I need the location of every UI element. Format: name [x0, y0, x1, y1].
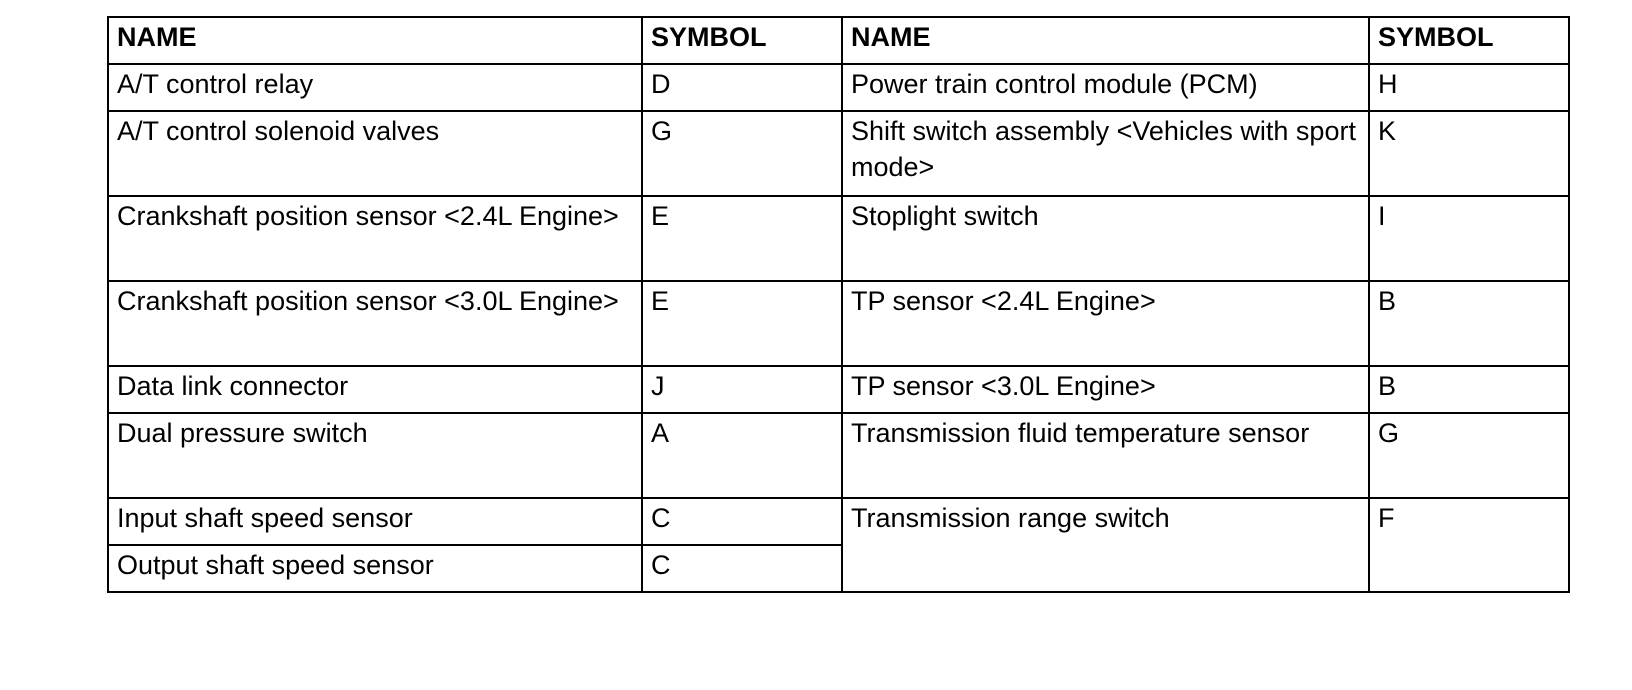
component-symbol-cell: C: [642, 545, 842, 592]
table-row: [108, 366, 1569, 413]
component-name-cell: TP sensor <2.4L Engine>: [842, 281, 1369, 366]
component-symbol-cell: B: [1369, 366, 1569, 413]
component-name-cell: A/T control solenoid valves: [108, 111, 642, 196]
table-header-row: [108, 17, 1569, 64]
component-symbol-cell: D: [642, 64, 842, 111]
component-name-cell: Crankshaft position sensor <2.4L Engine>: [108, 196, 642, 281]
component-symbol-cell: F: [1369, 498, 1569, 592]
column-header-symbol-left: SYMBOL: [642, 17, 842, 64]
table-row: [108, 413, 1569, 498]
component-symbol-cell: B: [1369, 281, 1569, 366]
component-name-cell: Data link connector: [108, 366, 642, 413]
component-name-cell: Shift switch assembly <Vehicles with sport mode>: [842, 111, 1369, 196]
table-row: [108, 64, 1569, 111]
component-symbol-cell: H: [1369, 64, 1569, 111]
component-name-cell: Crankshaft position sensor <3.0L Engine>: [108, 281, 642, 366]
component-name-cell: Input shaft speed sensor: [108, 498, 642, 545]
component-name-cell: Transmission fluid temperature sensor: [842, 413, 1369, 498]
component-symbol-cell: E: [642, 281, 842, 366]
column-header-name-right: NAME: [842, 17, 1369, 64]
component-symbol-cell: J: [642, 366, 842, 413]
component-symbol-cell: I: [1369, 196, 1569, 281]
component-name-cell: TP sensor <3.0L Engine>: [842, 366, 1369, 413]
component-symbol-cell: G: [642, 111, 842, 196]
component-name-cell: A/T control relay: [108, 64, 642, 111]
component-symbol-cell: K: [1369, 111, 1569, 196]
table-row: [108, 281, 1569, 366]
component-symbol-cell: C: [642, 498, 842, 545]
table-row: [108, 111, 1569, 196]
component-name-cell: Dual pressure switch: [108, 413, 642, 498]
table-row: [108, 196, 1569, 281]
column-header-symbol-right: SYMBOL: [1369, 17, 1569, 64]
component-symbol-cell: E: [642, 196, 842, 281]
component-symbol-cell: G: [1369, 413, 1569, 498]
component-symbol-cell: A: [642, 413, 842, 498]
column-header-name-left: NAME: [108, 17, 642, 64]
component-name-cell: Power train control module (PCM): [842, 64, 1369, 111]
component-name-cell: Output shaft speed sensor: [108, 545, 642, 592]
component-name-cell: Stoplight switch: [842, 196, 1369, 281]
table-row: [108, 498, 1569, 545]
component-symbol-table: [107, 16, 1570, 593]
component-name-cell: Transmission range switch: [842, 498, 1369, 592]
